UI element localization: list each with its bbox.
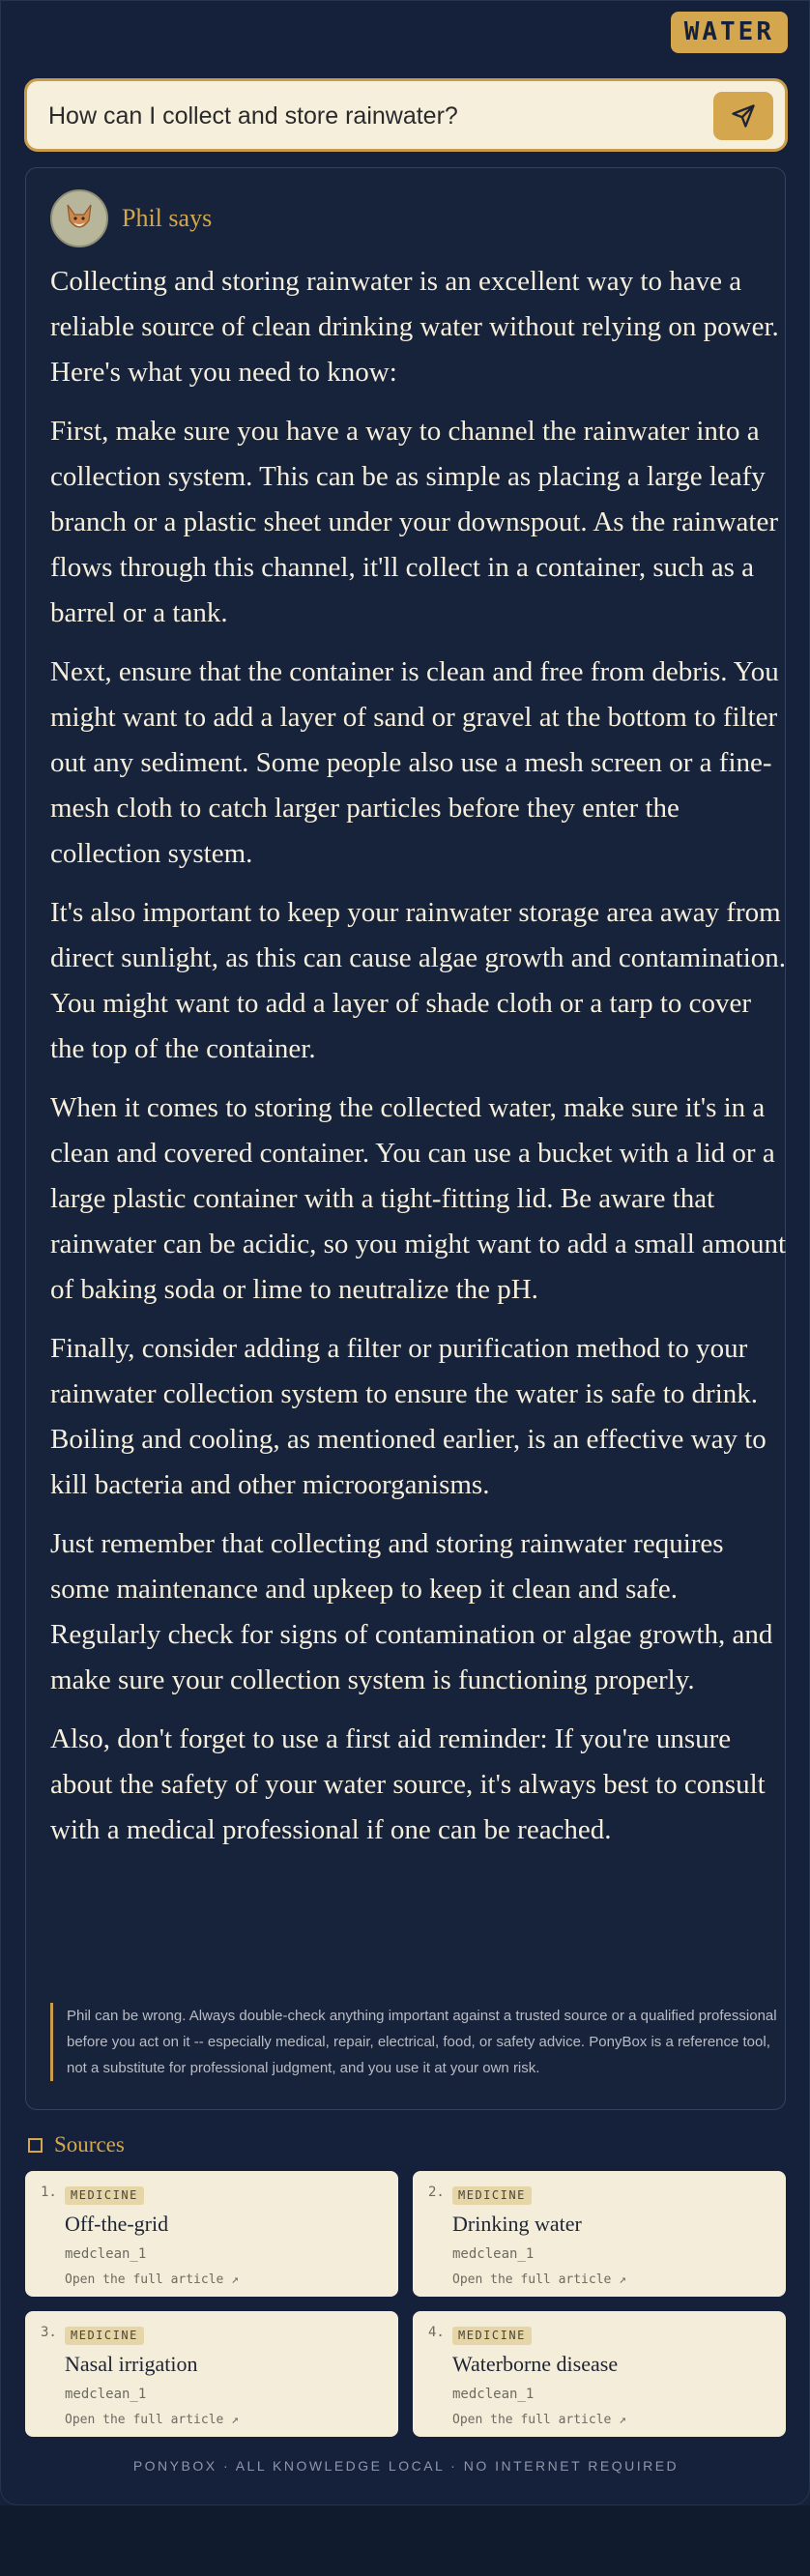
search-input[interactable] — [48, 97, 706, 135]
square-icon — [28, 2138, 43, 2153]
source-id: medclean_1 — [452, 2246, 535, 2262]
answer-paragraph: Also, don't forget to use a first aid reminder: If you're unsure about the safety of your water source, it's always best to consult with a medical professional if one can be reached. — [50, 1723, 766, 1845]
open-article-link[interactable]: Open the full article ↗ — [65, 2413, 240, 2427]
source-number: 1. — [41, 2185, 57, 2200]
open-article-link[interactable]: Open the full article ↗ — [452, 2413, 627, 2427]
source-id: medclean_1 — [65, 2246, 147, 2262]
source-title: Off-the-grid — [65, 2212, 169, 2236]
answer-paragraph: Finally, consider adding a filter or purification method to your rainwater collection system to ensure the water is safe to drink. Boiling and cooling, as mentioned earlier, is an effective way to kill bacteria and other microorganisms. — [50, 1333, 767, 1500]
source-id: medclean_1 — [452, 2387, 535, 2402]
search-box — [24, 78, 788, 152]
source-number: 4. — [428, 2325, 445, 2340]
source-title: Nasal irrigation — [65, 2352, 198, 2376]
send-icon — [730, 102, 757, 130]
source-card[interactable] — [25, 2171, 398, 2297]
open-article-link[interactable]: Open the full article ↗ — [65, 2272, 240, 2287]
answer-paragraph: Next, ensure that the container is clean and free from debris. You might want to add a layer of sand or gravel at the bottom to filter out any sediment. Some people also use a mesh screen or a fine-mesh cloth to catch larger particles before they enter the collection system. — [50, 656, 779, 869]
bottom-strip — [0, 2505, 810, 2576]
source-title: Waterborne disease — [452, 2352, 619, 2376]
source-title: Drinking water — [452, 2212, 582, 2236]
source-card[interactable] — [25, 2311, 398, 2437]
open-article-link[interactable]: Open the full article ↗ — [452, 2272, 627, 2287]
answer-author: Phil says — [122, 204, 213, 232]
fox-avatar-icon — [50, 189, 108, 247]
source-tag: MEDICINE — [452, 2327, 532, 2345]
answer-paragraph: When it comes to storing the collected water, make sure it's in a clean and covered container. You can use a bucket with a lid or a large plastic container with a tight-fitting lid. Be aware that rainwater can be acidic, so you might want to add a small amount of baking soda or lime to neutralize the pH. — [50, 1092, 787, 1305]
answer-paragraph: It's also important to keep your rainwater storage area away from direct sunlight, as this can cause algae growth and contamination. You might want to add a layer of shade cloth or a tarp to cover the top of the container. — [50, 897, 787, 1064]
sources-heading — [28, 2130, 125, 2159]
brand-badge[interactable]: WATER — [671, 12, 788, 53]
source-tag: MEDICINE — [65, 2186, 144, 2205]
sources-title: Sources — [54, 2132, 125, 2156]
answer-body — [50, 259, 790, 1867]
footer-text: PONYBOX · ALL KNOWLEDGE LOCAL · NO INTERNET REQUIRED — [132, 2458, 680, 2474]
answer-paragraph: First, make sure you have a way to channel the rainwater into a collection system. This can be as simple as placing a large leafy branch or a plastic sheet under your downspout. As the rainwater flows through this channel, it'll collect in a container, such as a barrel or a tank. — [50, 416, 778, 628]
answer-paragraph: Collecting and storing rainwater is an excellent way to have a reliable source of clean drinking water without relying on power. Here's what you need to know: — [50, 266, 779, 388]
answer-header — [50, 189, 212, 247]
source-id: medclean_1 — [65, 2387, 147, 2402]
answer-card — [25, 167, 786, 2110]
top-bar — [1, 1, 810, 63]
source-card[interactable] — [413, 2311, 786, 2437]
answer-paragraph: Just remember that collecting and storing rainwater requires some maintenance and upkeep to keep it clean and safe. Regularly check for signs of contamination or algae growth, and make sure your collection system is functioning properly. — [50, 1528, 773, 1695]
source-number: 2. — [428, 2185, 445, 2200]
disclaimer: Phil can be wrong. Always double-check anything important against a trusted source or a qualified professional before you act on it -- especially medical, repair, electrical, food, or safety advice. PonyBox is a reference tool, not a substitute for professional judgment, and you use it at your own risk. — [50, 2003, 790, 2081]
send-button[interactable] — [713, 92, 773, 140]
source-number: 3. — [41, 2325, 57, 2340]
source-tag: MEDICINE — [452, 2186, 532, 2205]
source-card[interactable] — [413, 2171, 786, 2297]
source-tag: MEDICINE — [65, 2327, 144, 2345]
